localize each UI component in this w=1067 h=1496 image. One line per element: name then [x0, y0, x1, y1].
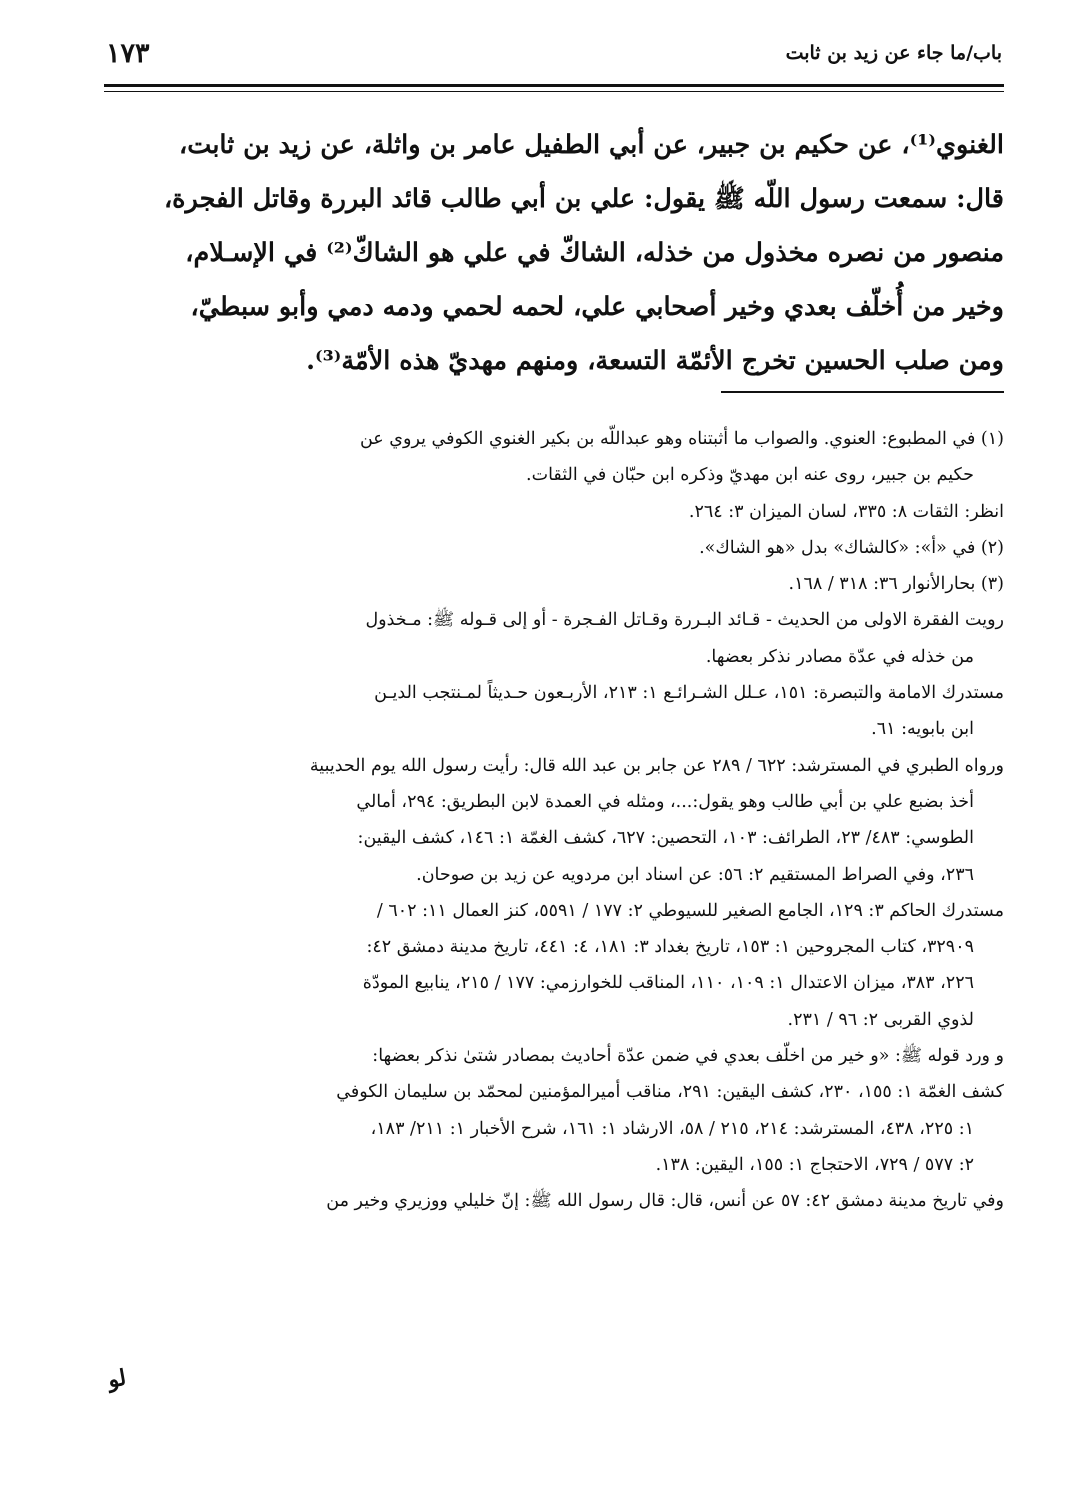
main-text [108, 118, 1004, 388]
footnote-line: ابن بابويه: ٦١. [871, 719, 974, 740]
footnote-line: مستدرك الحاكم ٣: ١٢٩، الجامع الصغير للسيوطي ٢: ١٧٧ / ٥٥٩١، كنز العمال ١١: ٦٠٢ / [376, 900, 1004, 921]
footnote-line: ٢٢٦، ٣٨٣، ميزان الاعتدال ١: ١٠٩، ١١٠، المناقب للخوارزمي: ١٧٧ / ٢١٥، ينابيع المودّة [362, 973, 974, 994]
footnote-line: من خذله في عدّة مصادر نذكر بعضها. [705, 646, 974, 667]
footnote-line: (١) في المطبوع: العنوي. والصواب ما أثبتناه وهو عبداللّه بن بكير الغنوي الكوفي يروي عن [359, 429, 1004, 449]
footnote-line: أخذ بضبع علي بن أبي طالب وهو يقول:...، ومثله في العمدة لابن البطريق: ٢٩٤، أمالي [356, 791, 974, 812]
header-rule-thick [104, 84, 1004, 87]
footnote-line: رويت الفقرة الاولى من الحديث - قـائد البـررة وقـاتل الفـجرة - أو إلى قـوله ﷺ: مـخذول [365, 610, 1004, 631]
footnote-line: ٣٢٩٠٩، كتاب المجروحين ١: ١٥٣، تاريخ بغداد ٣: ١٨١، ٤: ٤٤١، تاريخ مدينة دمشق ٤٢: [366, 937, 974, 958]
main-text-line: قال: سمعت رسول اللّه ﷺ يقول: علي بن أبي طالب قائد البررة وقاتل الفجرة، [163, 184, 1004, 214]
footnote-line: و ورد قوله ﷺ: «و خير من اخلّف بعدي في ضمن عدّة أحاديث بمصادر شتىٰ نذكر بعضها: [372, 1046, 1004, 1067]
catchword: لو [105, 1364, 129, 1394]
footnote-separator [721, 391, 1004, 393]
footnote-line: ١: ٢٢٥، ٤٣٨، المسترشد: ٢١٤، ٢١٥ / ٥٨، الارشاد ١: ١٦١، شرح الأخبار ١: ٢١١/ ١٨٣، [370, 1118, 974, 1139]
header-rule-thin [104, 91, 1004, 92]
page-header [106, 40, 1002, 82]
footnotes [102, 421, 1004, 1220]
footnote-line: حكيم بن جبير، روى عنه ابن مهديّ وذكره ابن حبّان في الثقات. [526, 465, 974, 486]
main-text-line: ومن صلب الحسين تخرج الأئمّة التسعة، ومنهم مهديّ هذه الأمّة⁽³⁾. [306, 346, 1004, 376]
main-text-line: منصور من نصره مخذول من خذله، الشاكّ في علي هو الشاكّ⁽²⁾ في الإسـلام، [185, 238, 1004, 268]
running-title: باب/ما جاء عن زيد بن ثابت [785, 42, 1002, 64]
footnote-line: (٣) بحارالأنوار ٣٦: ٣١٨ / ١٦٨. [788, 574, 1004, 595]
main-text-line: الغنوي⁽¹⁾، عن حكيم بن جبير، عن أبي الطفيل عامر بن واثلة، عن زيد بن ثابت، [179, 130, 1004, 160]
footnote-line: لذوي القربى ٢: ٩٦ / ٢٣١. [787, 1009, 974, 1030]
footnote-line: ٢: ٥٧٧ / ٧٢٩، الاحتجاج ١: ١٥٥، اليقين: ١٣٨. [655, 1154, 974, 1175]
footnote-line: ٢٣٦، وفي الصراط المستقيم ٢: ٥٦: عن اسناد ابن مردويه عن زيد بن صوحان. [416, 864, 974, 885]
footnote-line: وفي تاريخ مدينة دمشق ٤٢: ٥٧ عن أنس، قال: قال رسول الله ﷺ: إنّ خليلي ووزيري وخير من [326, 1191, 1004, 1212]
footnote-line: انظر: الثقات ٨: ٣٣٥، لسان الميزان ٣: ٢٦٤. [688, 501, 1004, 522]
footnote-line: كشف الغمّة ١: ١٥٥، ٢٣٠، كشف اليقين: ٢٩١، مناقب أميرالمؤمنين لمحمّد بن سليمان الكوفي [336, 1082, 1004, 1103]
main-text-line: وخير من أُخلّف بعدي وخير أصحابي علي، لحمه لحمي ودمه دمي وأبو سبطيّ، [190, 292, 1004, 322]
page-number: ١٧٣ [106, 38, 150, 69]
footnote-line: (٢) في «أ»: «كالشاك» بدل «هو الشاك». [699, 537, 1004, 558]
footnote-line: ورواه الطبري في المسترشد: ٦٢٢ / ٢٨٩ عن جابر بن عبد الله قال: رأيت رسول الله يوم الحديبية [309, 755, 1004, 776]
footnote-line: الطوسي: ٤٨٣/ ٢٣، الطرائف: ١٠٣، التحصين: ٦٢٧، كشف الغمّة ١: ١٤٦، كشف اليقين: [357, 828, 974, 849]
footnote-line: مستدرك الامامة والتبصرة: ١٥١، عـلل الشـرائـع ١: ٢١٣، الأربـعون حـديثاً لمـنتجب الديـن [374, 683, 1004, 704]
